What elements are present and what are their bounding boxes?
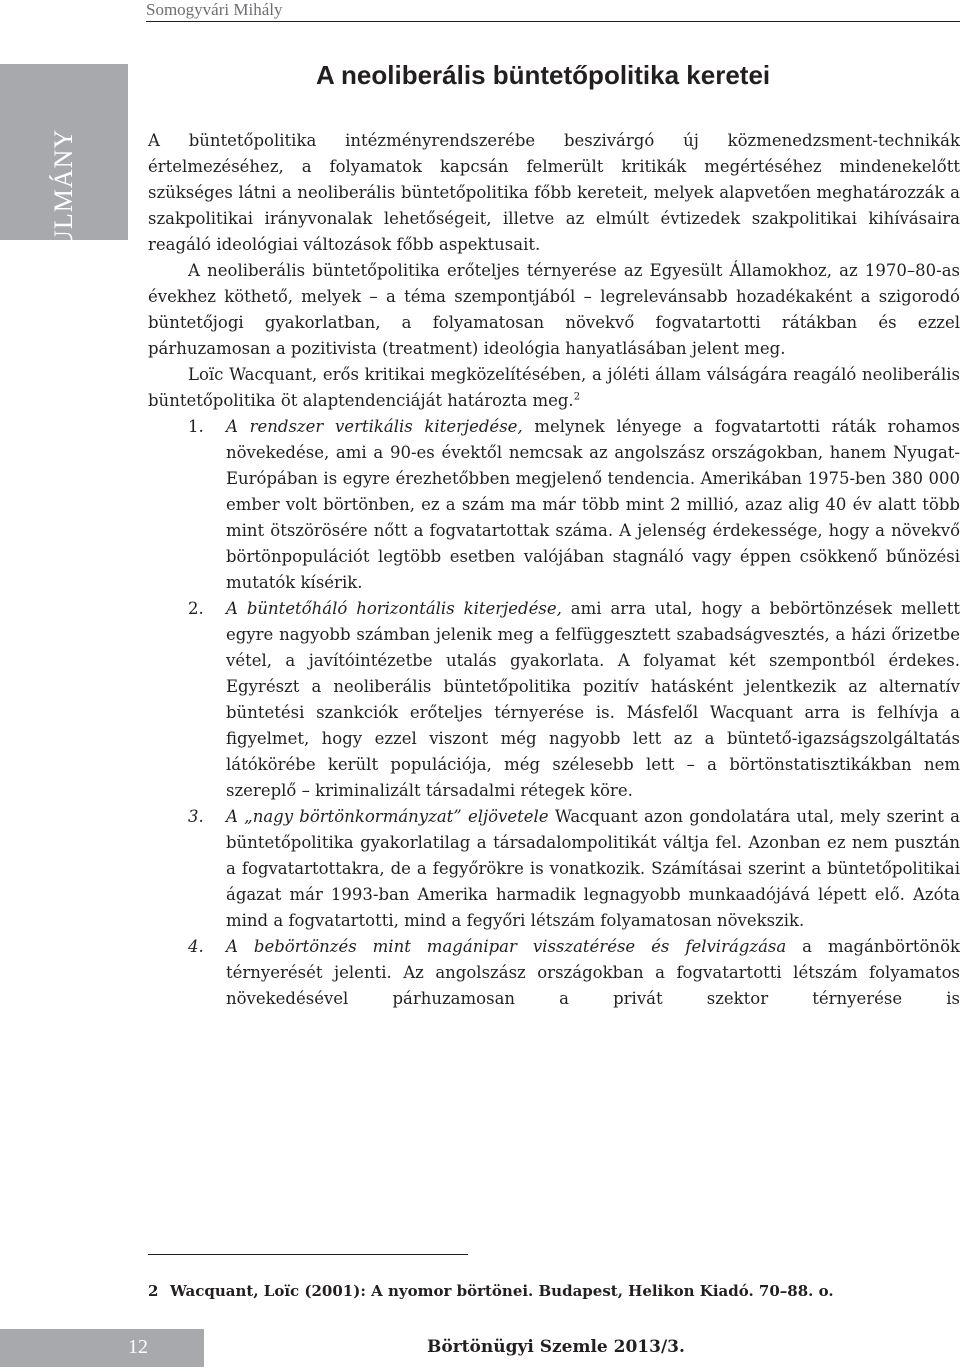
list-term: A rendszer vertikális kiterjedése, xyxy=(226,417,523,436)
list-text: a magánbörtönök térnyerését jelenti. Az angolszász országokban a fogvatartotti létszám folyamatos növekedésével párhuzamosan a privát szektor térnyerése is xyxy=(226,937,960,1008)
list-text: melynek lényege a fogvatartotti ráták rohamos növekedése, ami a 90-es évektől nemcsak az angolszász országokban, hanem Nyugat-Európában is egyre érezhetőbben megjelenő tendencia. Amerikában 1975-ben 380 000 ember volt börtönben, ez a szám ma már több mint 2 millió, azaz alig 40 év alatt több mint ötszörösére nőtt a fogvatartottak száma. A jelenség érdekessége, hogy a növekvő börtönpopulációt legtöbb esetben valójában stagnáló vagy éppen csökkenő bűnözési mutatók kísérik. xyxy=(226,417,960,592)
footnote xyxy=(148,1280,960,1302)
list-item xyxy=(148,804,960,934)
list-item xyxy=(148,596,960,804)
list-item xyxy=(148,934,960,1012)
list-number: 3. xyxy=(188,807,204,826)
running-head: Somogyvári Mihály xyxy=(146,0,960,22)
list-text: ami arra utal, hogy a bebörtönzések mellett egyre nagyobb számban jelenik meg a felfüggesztett szabadságvesztés, a házi őrizetbe vétel, a javítóintézetbe utalás gyakorlata. A folyamat két szempontból érdekes. Egyrészt a neoliberális büntetőpolitika pozitív hatásként jelentkezik az alternatív büntetési szankciók erőteljes térnyerése is. Másfelől Wacquant arra is felhívja a figyelmet, hogy ezzel viszont még nagyobb lett az a büntető-igazságszolgáltatás látókörébe került populációja, még szélesebb lett – a börtönstatisztikákban nem szereplő – kriminalizált társadalmi rétegek köre. xyxy=(226,599,960,800)
list-term: A „nagy börtönkormányzat” eljövetele xyxy=(226,807,549,826)
list-term: A bebörtönzés mint magánipar visszatérése és felvirágzása xyxy=(226,937,787,956)
list-number: 4. xyxy=(188,937,204,956)
body-text xyxy=(148,128,960,1012)
footnote-ref: 2 xyxy=(573,391,581,403)
paragraph-text: A büntetőpolitika intézményrendszerébe beszivárgó új közmenedzsment-technikák értelmezéséhez, a folyamatok kapcsán felmerült kritikák megértéséhez mindenekelőtt szükséges látni a neoliberális büntetőpolitika főbb kereteit, melyek alapvetően meghatározzák a szakpolitikai irányvonalak lehetőségeit, illetve az elmúlt évtizedek szakpolitikai kihívásaira reagáló ideológiai változások főbb aspektusait. xyxy=(148,131,960,254)
list-text: Wacquant azon gondolatára utal, mely szerint a büntetőpolitika gyakorlatilag a társadalompolitikát váltja fel. Azonban ez nem pusztán a fogvatartottakra, de a fegyőrökre is vonatkozik. Számításai szerint a büntetőpolitikai ágazat már 1993-ban Amerika harmadik legnagyobb munkaadójává lépett elő. Azóta mind a fogvatartotti, mind a fegyőri létszám folyamatosan növekszik. xyxy=(226,807,960,930)
page-number: 12 xyxy=(128,1336,148,1358)
paragraph xyxy=(148,128,960,258)
paragraph-text: Loïc Wacquant, erős kritikai megközelítésében, a jóléti állam válságára reagáló neoliberális büntetőpolitika öt alaptendenciáját határozta meg. xyxy=(148,365,960,410)
list-item xyxy=(148,414,960,596)
tendency-list xyxy=(148,414,960,1012)
page-number-box xyxy=(0,1329,204,1367)
list-number: 1. xyxy=(188,417,204,436)
section-side-tab xyxy=(0,64,128,304)
list-number: 2. xyxy=(188,599,204,618)
footnote-number: 2 xyxy=(148,1282,159,1300)
paragraph xyxy=(148,258,960,362)
journal-title: Börtönügyi Szemle 2013/3. xyxy=(427,1337,685,1357)
footnote-divider xyxy=(148,1254,468,1255)
paragraph-text: A neoliberális büntetőpolitika erőteljes térnyerése az Egyesült Államokhoz, az 1970–80-as évekhez köthető, melyek – a téma szempontjából – legrelevánsabb hozadékaként a szigorodó büntetőjogi gyakorlatban, a folyamatosan növekvő fogvatartotti rátákban és ezzel párhuzamosan a pozitivista (treatment) ideológia hanyatlásában jelent meg. xyxy=(148,261,960,358)
side-tab-label: TANULMÁNY xyxy=(49,128,78,304)
list-term: A büntetőháló horizontális kiterjedése, xyxy=(226,599,562,618)
footnote-text: Wacquant, Loïc (2001): A nyomor börtönei. Budapest, Helikon Kiadó. 70–88. o. xyxy=(170,1282,834,1300)
paragraph xyxy=(148,362,960,414)
section-title: A neoliberális büntetőpolitika keretei xyxy=(316,60,771,90)
